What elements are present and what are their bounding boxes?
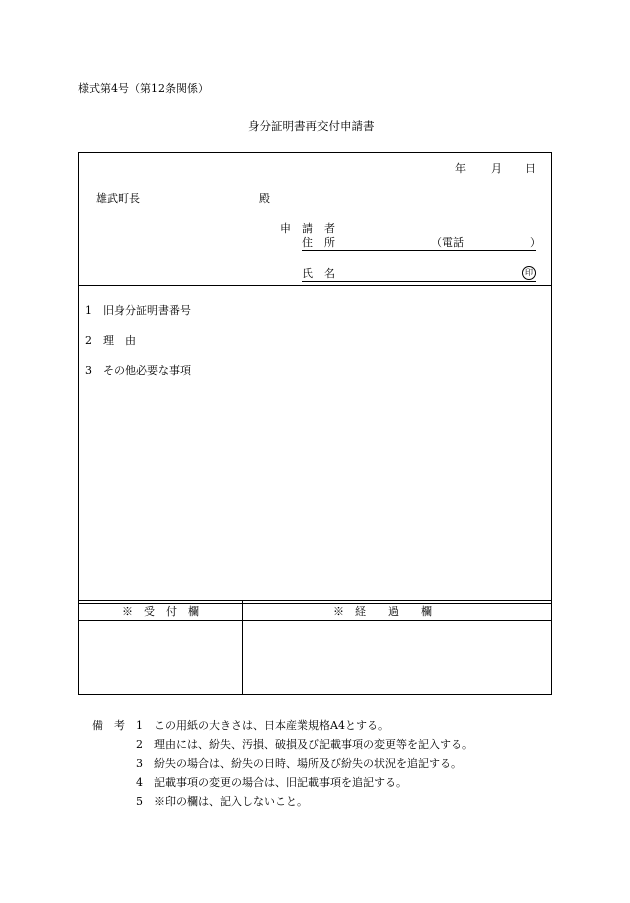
note-line: 2 理由には、紛失、汚損、破損及び記載事項の変更等を記入する。 — [136, 738, 473, 751]
boxes-column-divider — [242, 600, 243, 695]
name-label: 氏 名 — [302, 267, 335, 280]
note-line: 4 記載事項の変更の場合は、旧記載事項を追記する。 — [136, 776, 407, 789]
item-other-matters: 3 その他必要な事項 — [85, 364, 191, 377]
addressee-honorific: 殿 — [259, 192, 270, 205]
applicant-label: 申 請 者 — [280, 222, 335, 235]
date-year: 年 — [455, 162, 466, 175]
seal-icon: 印 — [522, 266, 536, 280]
boxes-top-divider-1 — [78, 600, 552, 601]
name-underline — [302, 281, 536, 282]
boxes-top-divider-2 — [78, 603, 552, 604]
date-day: 日 — [525, 162, 536, 175]
addressee-name: 雄武町長 — [96, 192, 140, 205]
address-label: 住 所 — [302, 236, 335, 249]
address-underline — [302, 250, 536, 251]
note-line: 1 この用紙の大きさは、日本産業規格A4とする。 — [136, 719, 389, 732]
item-old-id-number: 1 旧身分証明書番号 — [85, 304, 191, 317]
form-id: 様式第4号（第12条関係） — [78, 82, 209, 95]
progress-header: ※ 経 過 欄 — [333, 605, 432, 618]
notes-label: 備 考 — [92, 719, 125, 732]
date-month: 月 — [491, 162, 502, 175]
note-line: 5 ※印の欄は、記入しないこと。 — [136, 795, 308, 808]
item-reason: 2 理 由 — [85, 334, 136, 347]
phone-label: （電話 ） — [431, 236, 541, 249]
note-line: 3 紛失の場合は、紛失の日時、場所及び紛失の状況を追記する。 — [136, 757, 462, 770]
form-title: 身分証明書再交付申請書 — [248, 119, 375, 133]
header-divider — [78, 285, 552, 286]
reception-header: ※ 受 付 欄 — [122, 605, 199, 618]
boxes-header-divider — [78, 620, 552, 621]
